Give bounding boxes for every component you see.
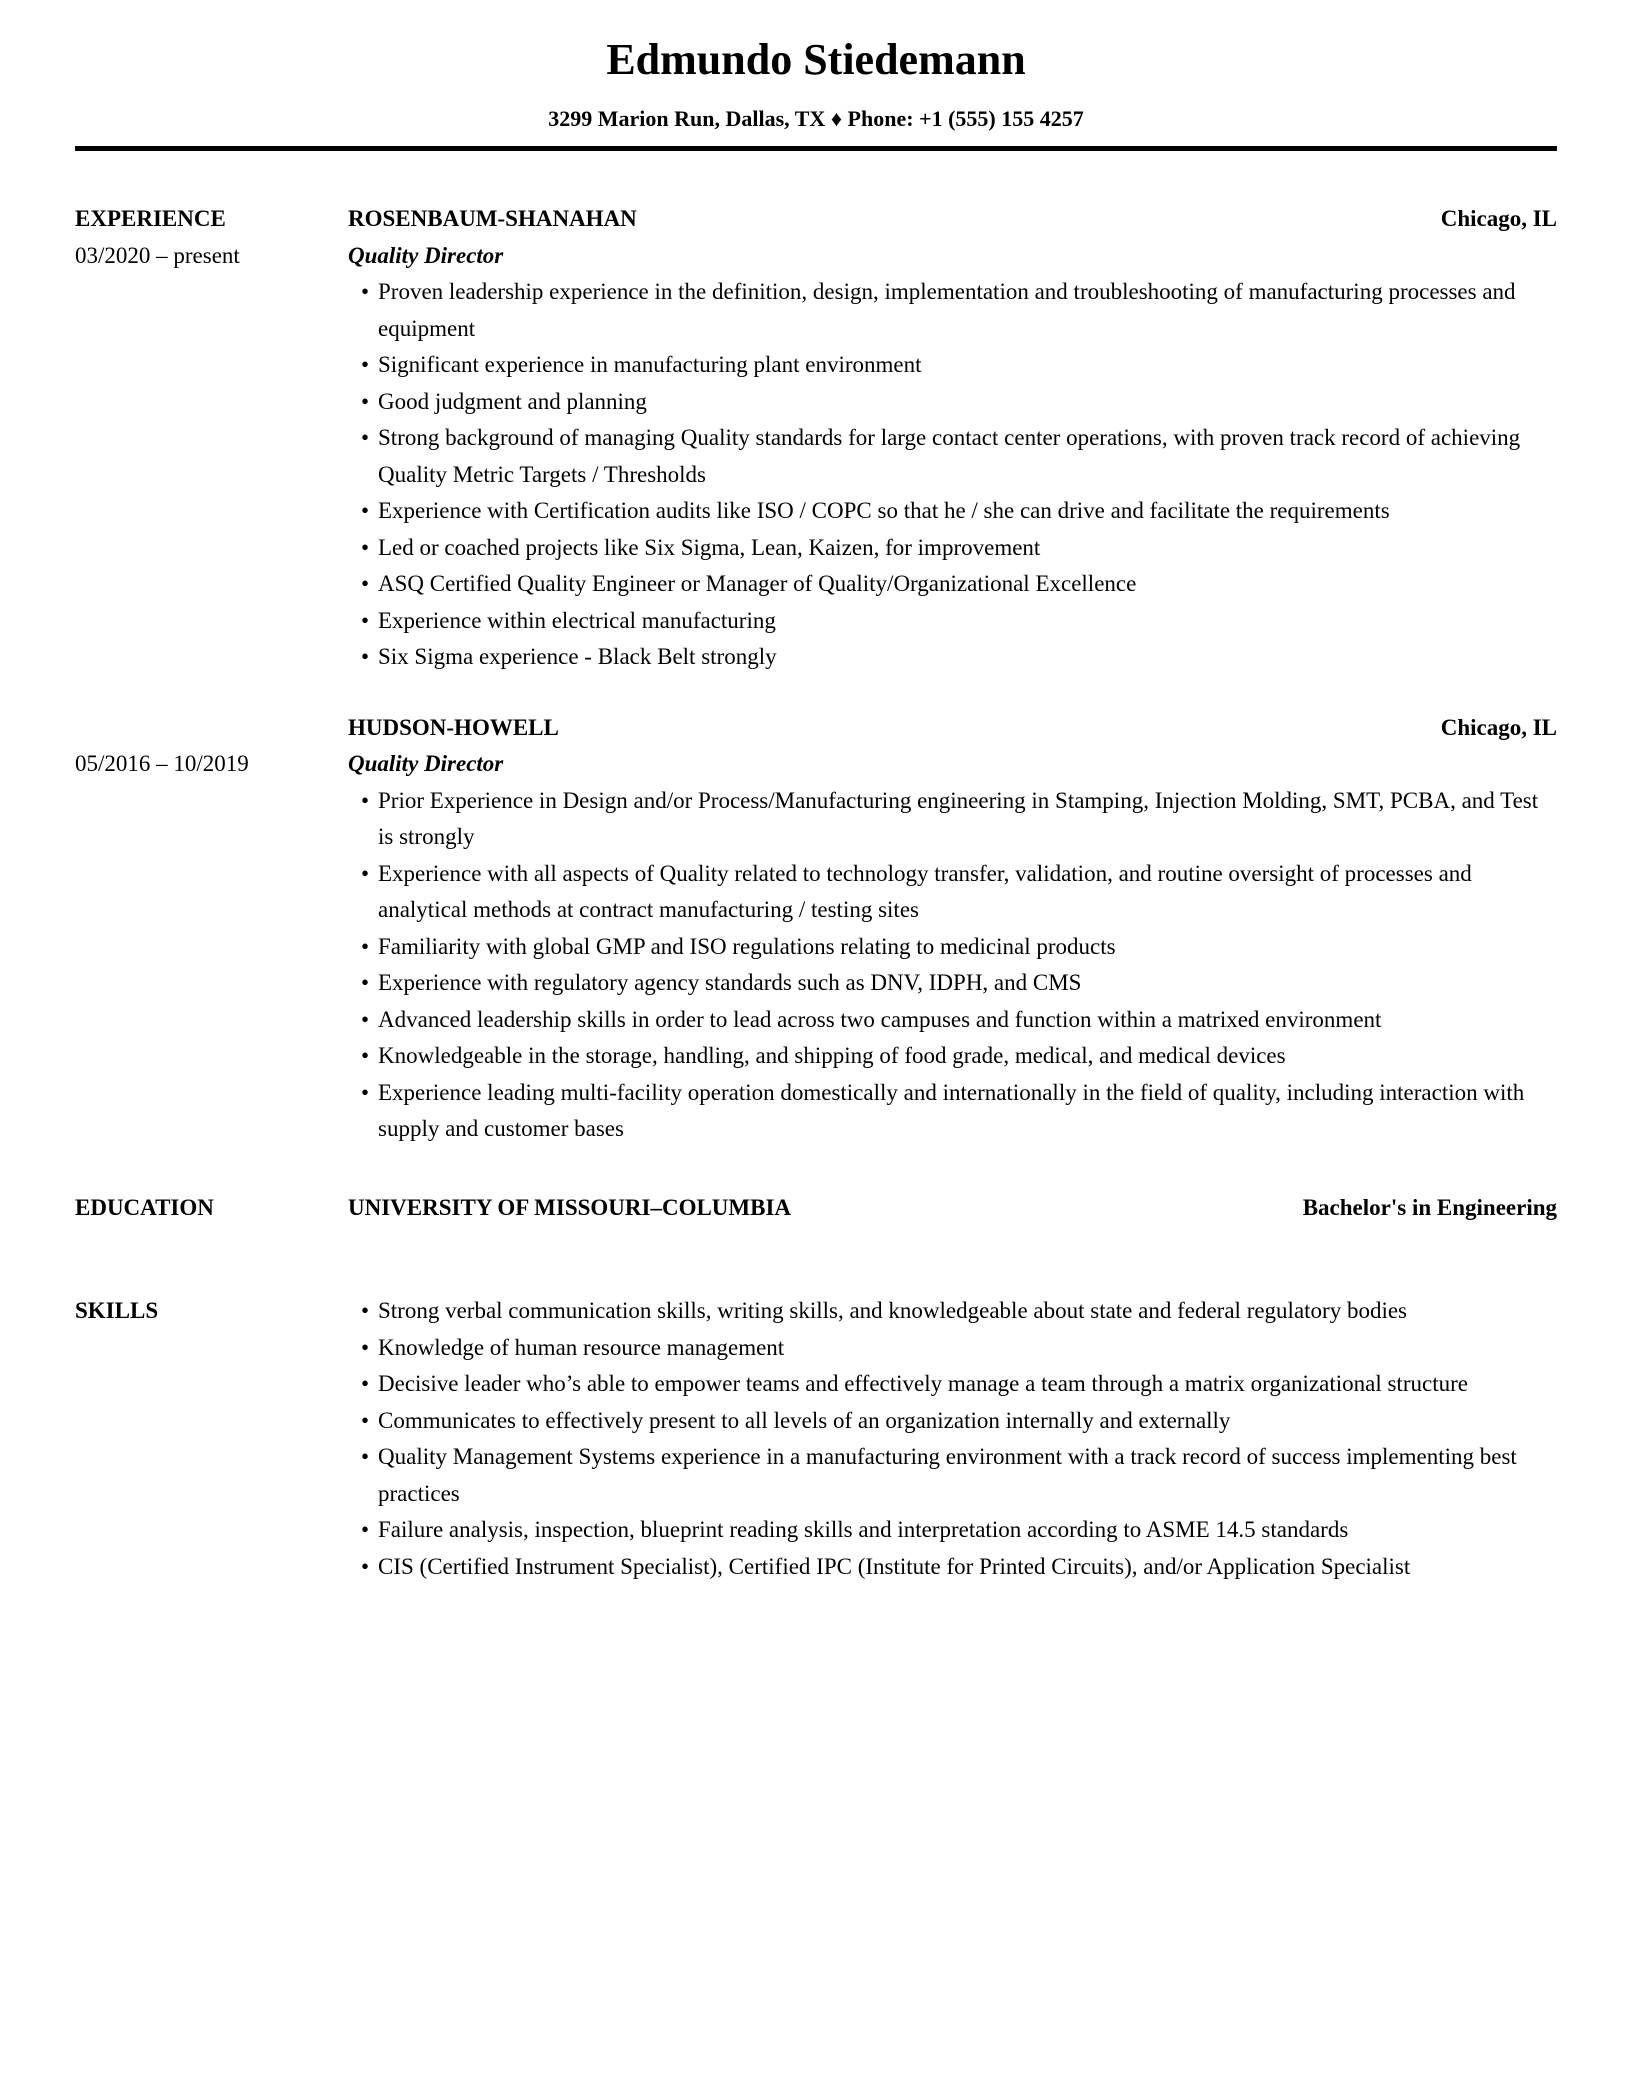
bullet-item: • Strong verbal communication skills, writing skills, and knowledgeable about state and federal regulatory bodies [348,1293,1557,1330]
bullet-item: • Experience with Certification audits like ISO / COPC so that he / she can drive and facilitate the requirements [348,493,1557,530]
bullet-item: • Prior Experience in Design and/or Process/Manufacturing engineering in Stamping, Injection Molding, SMT, PCBA, and Test is strongly [348,783,1557,856]
job2-location: Chicago, IL [1440,714,1557,740]
resume-header [75,36,1557,151]
skills-details [348,1293,1557,1585]
job1-company: ROSENBAUM-SHANAHAN [348,206,637,231]
school-name: UNIVERSITY OF MISSOURI–COLUMBIA [348,1194,792,1220]
bullet-item: • Quality Management Systems experience in a manufacturing environment with a track record of success implementing best practices [348,1439,1557,1512]
skills-left-column [75,1293,348,1585]
bullet-item: • Communicates to effectively present to all levels of an organization internally and externally [348,1403,1557,1440]
education-section-label: EDUCATION [75,1194,214,1220]
bullet-item: • Good judgment and planning [348,384,1557,421]
bullet-item: • Failure analysis, inspection, blueprint reading skills and interpretation according to ASME 14.5 standards [348,1512,1557,1549]
skills-section [75,1293,1557,1585]
experience-section [75,201,1557,676]
job1-details [348,201,1557,676]
bullet-item: • Led or coached projects like Six Sigma, Lean, Kaizen, for improvement [348,530,1557,567]
bullet-item: • CIS (Certified Instrument Specialist), Certified IPC (Institute for Printed Circuits), and/or Application Specialist [348,1549,1557,1586]
job2-section [75,710,1557,1148]
education-left-column [75,1190,348,1227]
job1-bullet-list [348,274,1557,676]
job1-location: Chicago, IL [1440,206,1557,231]
job1-dates: 03/2020 – present [75,242,240,268]
job2-left-column [75,710,348,1148]
degree-name: Bachelor's in Engineering [1302,1194,1557,1220]
job1-company-row [348,201,1557,238]
job2-details [348,710,1557,1148]
bullet-item: • Experience leading multi-facility operation domestically and internationally in the field of quality, including interaction with supply and customer bases [348,1075,1557,1148]
job2-company: HUDSON-HOWELL [348,714,559,740]
skills-section-label: SKILLS [75,1298,159,1323]
bullet-item: • Six Sigma experience - Black Belt strongly [348,639,1557,676]
bullet-item: • Experience within electrical manufacturing [348,603,1557,640]
bullet-item: • Knowledgeable in the storage, handling, and shipping of food grade, medical, and medical devices [348,1038,1557,1075]
job2-company-row [348,710,1557,747]
job2-title: Quality Director [348,751,504,776]
job2-dates: 05/2016 – 10/2019 [75,751,249,776]
job2-bullet-list [348,783,1557,1148]
candidate-name: Edmundo Stiedemann [606,35,1026,84]
contact-line: 3299 Marion Run, Dallas, TX ♦ Phone: +1 (555) 155 4257 [548,106,1084,131]
bullet-item: • Proven leadership experience in the definition, design, implementation and troubleshooting of manufacturing processes and equipment [348,274,1557,347]
bullet-item: • Significant experience in manufacturing plant environment [348,347,1557,384]
bullet-item: • Experience with all aspects of Quality related to technology transfer, validation, and routine oversight of processes and analytical methods at contract manufacturing / testing sites [348,856,1557,929]
bullet-item: • Strong background of managing Quality standards for large contact center operations, with proven track record of achieving Quality Metric Targets / Thresholds [348,420,1557,493]
education-row [348,1190,1557,1227]
skills-bullet-list [348,1293,1557,1585]
bullet-item: • Familiarity with global GMP and ISO regulations relating to medicinal products [348,929,1557,966]
header-divider [75,146,1557,151]
job1-title: Quality Director [348,242,504,268]
experience-left-column [75,201,348,676]
bullet-item: • Experience with regulatory agency standards such as DNV, IDPH, and CMS [348,965,1557,1002]
spacer [75,710,348,747]
education-section [75,1190,1557,1227]
education-details [348,1190,1557,1227]
bullet-item: • Decisive leader who’s able to empower teams and effectively manage a team through a matrix organizational structure [348,1366,1557,1403]
bullet-item: • ASQ Certified Quality Engineer or Manager of Quality/Organizational Excellence [348,566,1557,603]
bullet-item: • Advanced leadership skills in order to lead across two campuses and function within a matrixed environment [348,1002,1557,1039]
bullet-item: • Knowledge of human resource management [348,1330,1557,1367]
experience-section-label: EXPERIENCE [75,206,226,231]
